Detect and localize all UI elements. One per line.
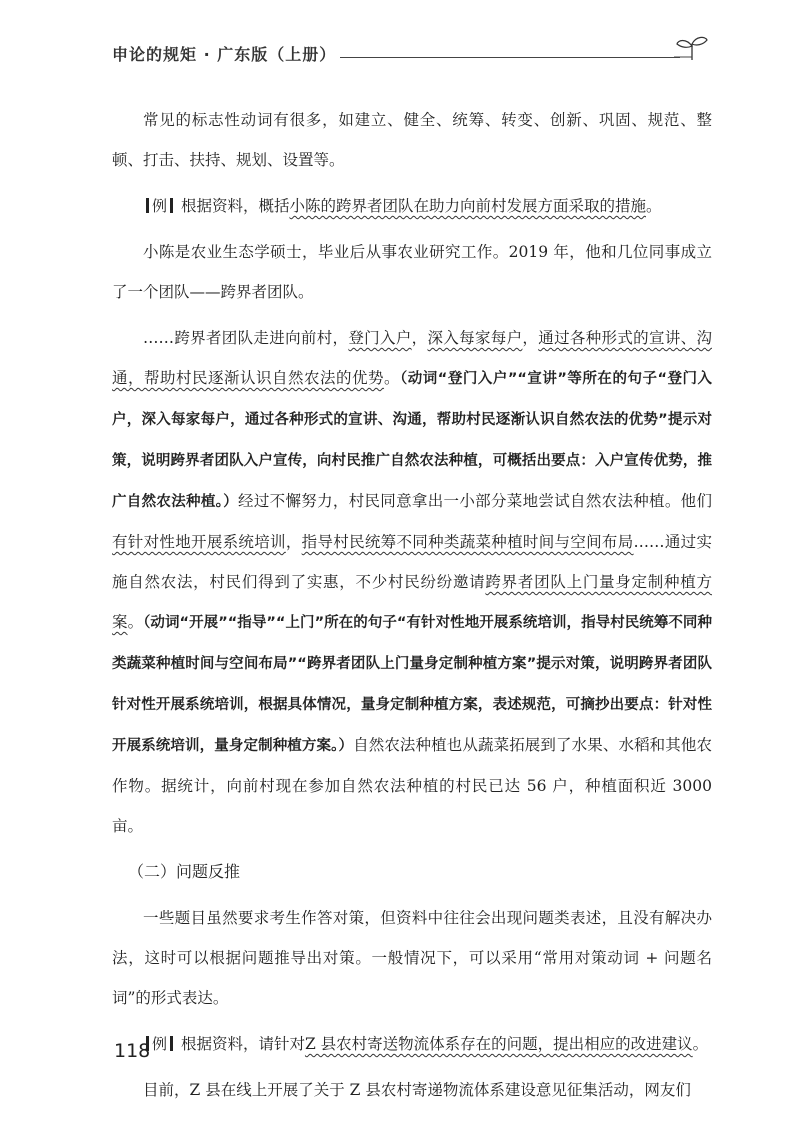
paragraph-problem-inference: 一些题目虽然要求考生作答对策，但资料中往往会出现问题类表述，且没有解决办法，这时可以根据问题推导出对策。一般情况下，可以采用“常用对策动词 + 问题名词”的形式表达。: [112, 909, 712, 1007]
wavy-underline: 小陈的跨界者团队在助力向前村发展方面采取的措施: [289, 197, 646, 215]
wavy-underline: Z 县农村寄送物流体系存在的问题，提出相应的改进建议: [304, 1035, 693, 1053]
example-2-prompt: 例 根据资料，请针对Z 县农村寄送物流体系存在的问题，提出相应的改进建议。: [112, 1024, 712, 1064]
page-number: 118: [114, 1040, 151, 1062]
analysis-note-1: （动词“登门入户”“宣讲”等所在的句子“登门入户，深入每家每户，通过各种形式的宣讲、沟通，帮助村民逐渐认识自然农法的优势”提示对策，说明跨界者团队入户宣传，向村民推广自然农法种植，可概括出要点：入户宣传优势，推广自然农法种植。）: [112, 371, 712, 510]
example-tag: 例: [143, 1035, 176, 1053]
sprout-icon: [674, 34, 710, 62]
analysis-note-2: （动词“开展”“指导”“上门”所在的句子“有针对性地开展系统培训，指导村民统筹不同种类蔬菜种植时间与空间布局”“跨界者团队上门量身定制种植方案”提示对策，说明跨界者团队针对性开展系统培训，根据具体情况，量身定制种植方案，表述规范，可摘抄出要点：针对性开展系统培训，量身定制种植方案。）: [112, 615, 712, 754]
paragraph-example-2-material: 目前，Z 县在线上开展了关于 Z 县农村寄递物流体系建设意见征集活动，网友们: [143, 1081, 691, 1099]
paragraph-example-1-material: ……跨界者团队走进向前村，登门入户，深入每家每户，通过各种形式的宣讲、沟通，帮助村民逐渐认识自然农法的优势。（动词“登门入户”“宣讲”等所在的句子“登门入户，深入每家每户，通过各种形式的宣讲、沟通，帮助村民逐渐认识自然农法的优势”提示对策，说明跨界者团队入户宣传，向村民推广自然农法种植，可概括出要点：入户宣传优势，推广自然农法种植。）经过不懈努力，村民同意拿出一小部分菜地尝试自然农法种植。他们有针对性地开展系统培训，指导村民统筹不同种类蔬菜种植时间与空间布局……通过实施自然农法，村民们得到了实惠，不少村民纷纷邀请跨界者团队上门量身定制种植方案。（动词“开展”“指导”“上门”所在的句子“有针对性地开展系统培训，指导村民统筹不同种类蔬菜种植时间与空间布局”“跨界者团队上门量身定制种植方案”提示对策，说明跨界者团队针对性开展系统培训，根据具体情况，量身定制种植方案，表述规范，可摘抄出要点：针对性开展系统培训，量身定制种植方案。）自然农法种植也从蔬菜拓展到了水果、水稻和其他农作物。据统计，向前村现在参加自然农法种植的村民已达 56 户，种植面积近 3000 亩。: [112, 329, 712, 835]
paragraph-background: 小陈是农业生态学硕士，毕业后从事农业研究工作。2019 年，他和几位同事成立了一个团队——跨界者团队。: [112, 243, 712, 301]
wavy-underline: 登门入户: [348, 329, 412, 347]
paragraph-verbs: 常见的标志性动词有很多，如建立、健全、统筹、转变、创新、巩固、规范、整顿、打击、扶持、规划、设置等。: [112, 111, 712, 169]
running-header: [112, 42, 712, 68]
header-rule: [340, 57, 680, 58]
book-title: 申论的规矩 · 广东版（上册）: [112, 45, 337, 64]
section-heading: （二）问题反推: [128, 862, 241, 881]
wavy-underline: 指导村民统筹不同种类蔬菜种植时间与空间布局: [301, 533, 634, 551]
example-tag: 例: [143, 197, 176, 215]
wavy-underline: 深入每家每户: [427, 329, 523, 347]
example-1-prompt: 例 根据资料，概括小陈的跨界者团队在助力向前村发展方面采取的措施。: [112, 186, 712, 226]
wavy-underline: 通过各种形式的宣讲、沟通，帮助村民逐渐认识自然农法的优势: [112, 329, 712, 387]
page-body: [112, 100, 712, 1110]
wavy-underline: 有针对性地开展系统培训: [112, 533, 286, 551]
wavy-underline: 跨界者团队上门量身定制种植方案: [112, 573, 712, 631]
